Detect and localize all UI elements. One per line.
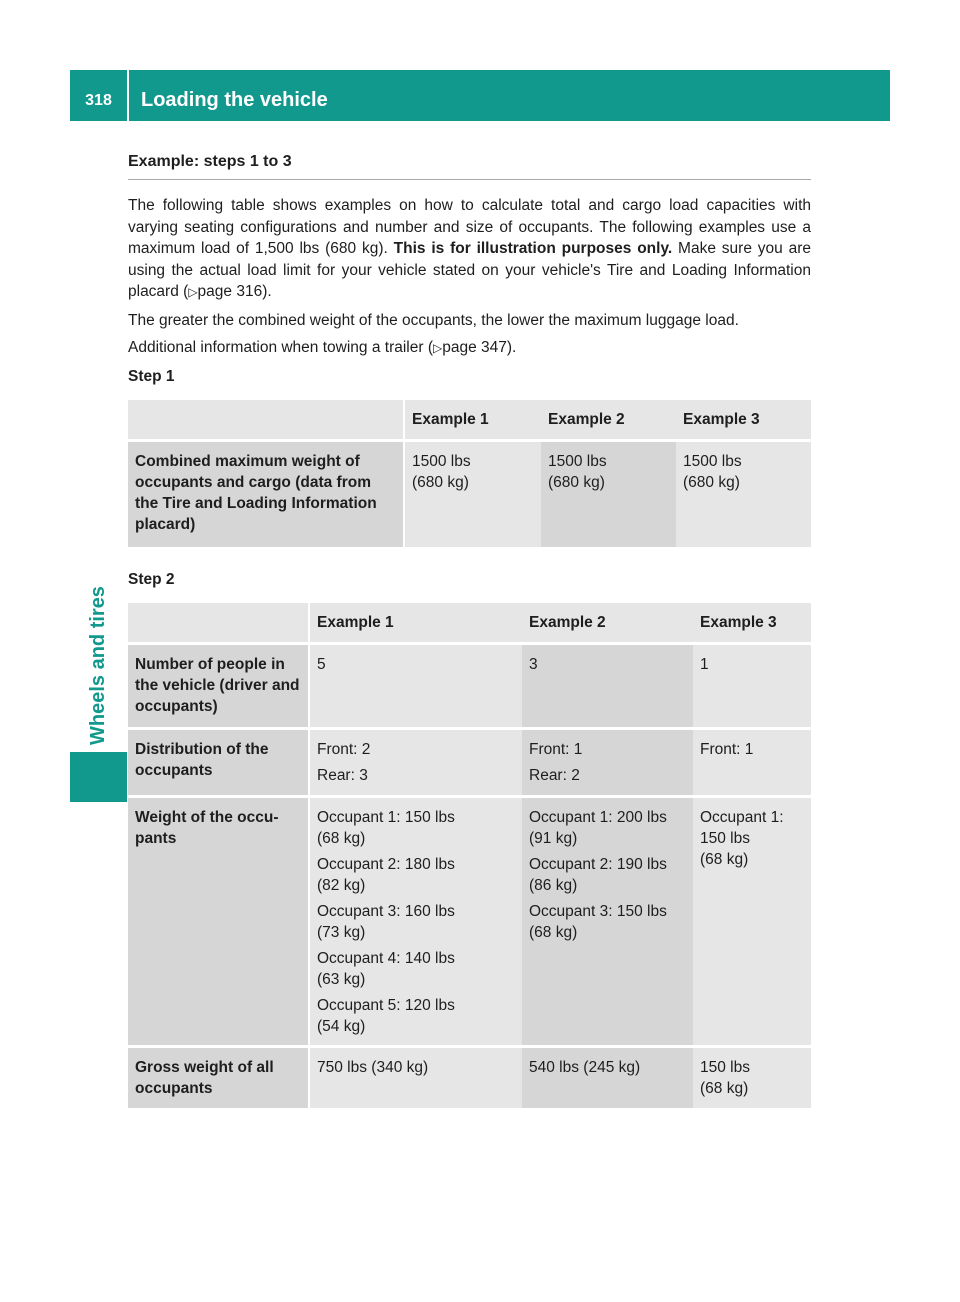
cell-line: (86 kg): [529, 876, 578, 894]
cell-line: Rear: 3: [317, 766, 368, 784]
cell-line: (82 kg): [317, 876, 366, 894]
xref-arrow-icon: ▷: [433, 341, 443, 355]
section-title: Loading the vehicle: [141, 89, 328, 111]
row-label: Combined maximum weight of occupants and cargo (data from the Tire and Loading Information placard): [128, 439, 405, 547]
towing-text: Additional information when towing a trailer (: [128, 339, 433, 356]
table-cell: [693, 1045, 811, 1108]
cell-line: (680 kg): [548, 473, 605, 491]
xref-arrow-icon: ▷: [188, 285, 198, 299]
table-header-cell: [128, 603, 310, 642]
table-header-cell: Example 2: [522, 603, 693, 642]
section-heading: Example: steps 1 to 3: [128, 152, 811, 180]
table-cell: [310, 727, 522, 795]
towing-text-end: ).: [506, 339, 517, 356]
table-cell: 3: [522, 642, 693, 727]
cell-line: Front: 1: [700, 740, 754, 758]
cell-line: Front: 1: [529, 740, 583, 758]
table-cell: 750 lbs (340 kg): [310, 1045, 522, 1108]
intro-text: The following table shows examples on how to calculate total and cargo load capacities with varying seating configurations and number and size of occupants. The following examples use a maximum load of 1,500 lbs (680 kg).: [128, 197, 811, 257]
table-header-cell: Example 2: [541, 400, 676, 439]
page-reference-link[interactable]: page 316: [197, 283, 263, 300]
table-cell: [541, 439, 676, 547]
table-row: [128, 439, 811, 547]
step-1-table: [128, 400, 811, 547]
cell-line: Rear: 2: [529, 766, 580, 784]
cell-line: Occupant 1:: [700, 808, 784, 826]
cell-line: (68 kg): [700, 1079, 749, 1097]
cell-line: Occupant 2: 190 lbs: [529, 855, 667, 873]
table-cell: [522, 795, 693, 1045]
intro-emphasis: This is for illustration purposes only.: [393, 240, 673, 257]
table-cell: [405, 439, 541, 547]
occupant-weight-note: The greater the combined weight of the occupants, the lower the maximum luggage load.: [128, 311, 739, 329]
cell-line: (680 kg): [683, 473, 740, 491]
table-header-cell: Example 3: [693, 603, 811, 642]
page-reference-link[interactable]: page 347: [442, 339, 507, 356]
cell-line: Occupant 2: 180 lbs: [317, 855, 455, 873]
cell-line: Occupant 1: 200 lbs: [529, 808, 667, 826]
cell-line: (680 kg): [412, 473, 469, 491]
table-header-cell: Example 3: [676, 400, 811, 439]
side-tab-label: Wheels and tires: [87, 586, 109, 745]
page-number: 318: [85, 92, 112, 109]
table-row: [128, 727, 811, 795]
cell-line: 1500 lbs: [412, 452, 471, 470]
table-cell: 5: [310, 642, 522, 727]
row-label: Gross weight of all occupants: [128, 1045, 310, 1108]
step-1-label: Step 1: [128, 367, 175, 385]
cell-line: Occupant 3: 150 lbs: [529, 902, 667, 920]
table-row: [128, 795, 811, 1045]
cell-line: Occupant 1: 150 lbs: [317, 808, 455, 826]
cell-line: (54 kg): [317, 1017, 366, 1035]
header-divider: [127, 70, 129, 121]
table-cell: [693, 795, 811, 1045]
row-label: Weight of the occu-pants: [128, 795, 310, 1045]
table-cell: 1: [693, 642, 811, 727]
towing-note: [128, 337, 811, 360]
side-tab-marker: [70, 752, 127, 802]
cell-line: Occupant 5: 120 lbs: [317, 996, 455, 1014]
table-header-row: [128, 400, 811, 439]
page-content: [128, 152, 811, 1108]
cell-line: 1500 lbs: [683, 452, 742, 470]
cell-line: (73 kg): [317, 923, 366, 941]
cell-line: (68 kg): [529, 923, 578, 941]
cell-line: (91 kg): [529, 829, 578, 847]
table-row: [128, 1045, 811, 1108]
intro-text-continued: Make sure you are using the actual load limit for your vehicle stated on your vehicle's Tire and Loading Information placard (: [128, 240, 811, 300]
table-cell: [676, 439, 811, 547]
table-header-cell: Example 1: [310, 603, 522, 642]
table-header-cell: Example 1: [405, 400, 541, 439]
table-cell: 540 lbs (245 kg): [522, 1045, 693, 1108]
cell-line: Occupant 4: 140 lbs: [317, 949, 455, 967]
table-cell: [693, 727, 811, 795]
table-header-row: [128, 603, 811, 642]
cell-line: Front: 2: [317, 740, 371, 758]
step-2-table: [128, 603, 811, 1108]
row-label: Number of people in the vehicle (driver and occupants): [128, 642, 310, 727]
table-cell: [310, 795, 522, 1045]
table-cell: [522, 727, 693, 795]
intro-text-end: ).: [262, 283, 272, 300]
step-2-label: Step 2: [128, 570, 175, 588]
cell-line: Occupant 3: 160 lbs: [317, 902, 455, 920]
cell-line: (63 kg): [317, 970, 366, 988]
table-row: [128, 642, 811, 727]
row-label: Distribution of the occupants: [128, 727, 310, 795]
cell-line: (68 kg): [700, 850, 749, 868]
table-header-cell: [128, 400, 405, 439]
cell-line: 1500 lbs: [548, 452, 607, 470]
intro-paragraph: [128, 195, 811, 304]
cell-line: (68 kg): [317, 829, 366, 847]
cell-line: 150 lbs: [700, 829, 750, 847]
cell-line: 150 lbs: [700, 1058, 750, 1076]
